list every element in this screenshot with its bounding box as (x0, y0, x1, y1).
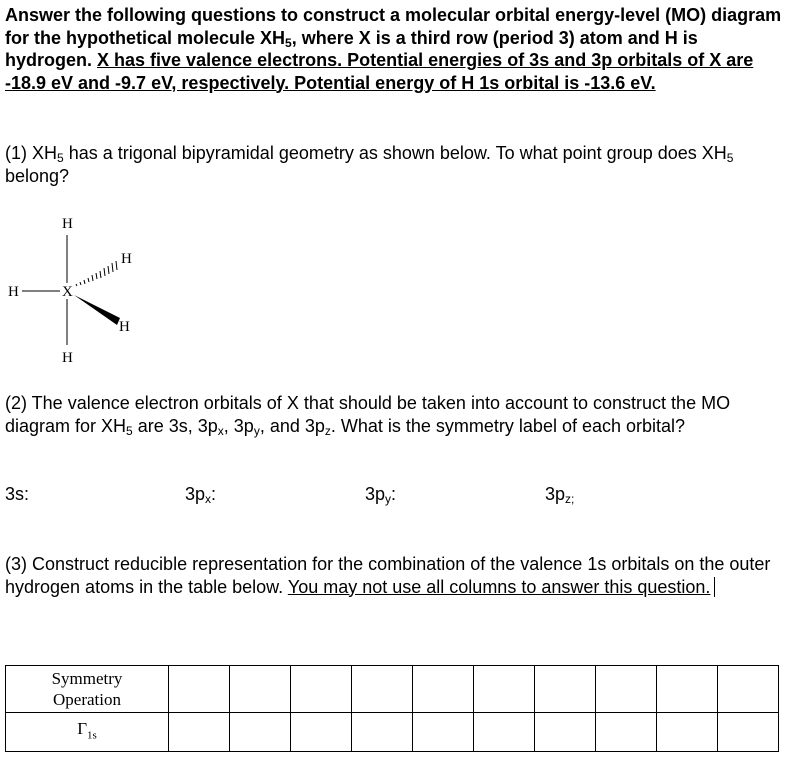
question-3 (5, 553, 788, 598)
q1-text-c: belong? (5, 165, 70, 186)
label-3pz-main: 3p (545, 484, 566, 504)
xh5-structure-diagram (0, 205, 160, 375)
q2-text-b: are 3s, 3p (132, 415, 218, 436)
table-cell[interactable] (535, 666, 596, 713)
symmetry-operation-header (6, 666, 169, 713)
q1-sub: 5 (57, 151, 64, 165)
gamma-1s-header (6, 713, 169, 752)
q2-sub-z: z (324, 423, 331, 438)
intro-bold-text2: , where X is a third row (period 3) atom and H is hydrogen. (5, 27, 698, 70)
label-3py-colon: : (391, 484, 397, 504)
gamma-symbol: Γ (77, 718, 88, 738)
label-3py-main: 3p (365, 484, 386, 504)
table-cell[interactable] (169, 666, 230, 713)
label-3px-main: 3p (185, 484, 206, 504)
label-3px (185, 484, 216, 505)
text-cursor (714, 577, 715, 597)
symmetry-operation-label: Symmetry Operation (51, 669, 123, 709)
table-cell[interactable] (352, 666, 413, 713)
q2-text-a: (2) The valence electron orbitals of X that should be taken into account to construct the MO diagram for XH (5, 393, 731, 436)
table-cell[interactable] (657, 713, 718, 752)
table-cell[interactable] (718, 713, 779, 752)
atom-x: X (62, 284, 73, 300)
table-cell[interactable] (413, 666, 474, 713)
bond-solid-wedge (74, 295, 120, 325)
table-cell[interactable] (413, 713, 474, 752)
question-2 (5, 392, 788, 437)
q2-text-d: , and 3p (259, 415, 325, 436)
label-3px-colon: : (211, 484, 217, 504)
q1-text-b: has a trigonal bipyramidal geometry as shown below. To what point group does XH (63, 143, 727, 163)
table-cell[interactable] (474, 666, 535, 713)
label-3s-text: 3s: (5, 484, 30, 504)
label-3px-sub: x (205, 492, 212, 506)
q3-text-a: (3) Construct reducible representation for the combination of the valence 1s orbitals on the outer hydrogen atoms in the table below. (5, 554, 771, 597)
table-cell[interactable] (169, 713, 230, 752)
table-cell[interactable] (291, 666, 352, 713)
table-cell[interactable] (657, 666, 718, 713)
atom-h-back: H (121, 251, 132, 267)
q3-underlined: You may not use all columns to answer this question. (287, 576, 711, 597)
intro-bold-text: Answer the following questions to construct a molecular orbital energy-level (MO) diagram for the hypothetical molecule XH (5, 5, 782, 48)
q2-sub-y: y (253, 423, 260, 438)
table-cell[interactable] (352, 713, 413, 752)
q2-text-e: . What is the symmetry label of each orbital? (330, 415, 686, 436)
intro-paragraph (5, 4, 788, 94)
table-cell[interactable] (535, 713, 596, 752)
label-3py-sub: y (385, 492, 392, 506)
table-cell[interactable] (718, 666, 779, 713)
q1-text-a: (1) XH (5, 143, 58, 163)
table-cell[interactable] (596, 713, 657, 752)
q2-sub-x: x (217, 423, 224, 438)
intro-underlined-text: X has five valence electrons. Potential energies of 3s and 3p orbitals of X are -18.9 eV and -9.7 eV, respectively. Potential energy of H 1s orbital is -13.6 eV. (5, 50, 754, 93)
table-cell[interactable] (291, 713, 352, 752)
intro-sub: 5 (285, 35, 292, 50)
character-table (5, 665, 779, 752)
table-cell[interactable] (230, 666, 291, 713)
atom-h-bottom: H (62, 350, 73, 366)
table-row-gamma (6, 713, 779, 752)
label-3pz (545, 484, 574, 505)
atom-h-left: H (8, 284, 19, 300)
bond-hashed-wedge (76, 261, 117, 286)
atom-h-top: H (62, 216, 73, 232)
atom-h-front: H (119, 319, 130, 335)
table-cell[interactable] (230, 713, 291, 752)
label-3pz-sub: z; (565, 492, 575, 506)
q2-sub: 5 (126, 423, 133, 438)
q2-text-c: , 3p (223, 415, 254, 436)
label-3py (365, 484, 396, 505)
label-3s (5, 484, 29, 505)
table-row-symmetry (6, 666, 779, 713)
q1-sub2: 5 (726, 151, 734, 165)
question-1 (5, 142, 788, 187)
table-cell[interactable] (596, 666, 657, 713)
table-cell[interactable] (474, 713, 535, 752)
gamma-sub: 1s (87, 729, 97, 742)
